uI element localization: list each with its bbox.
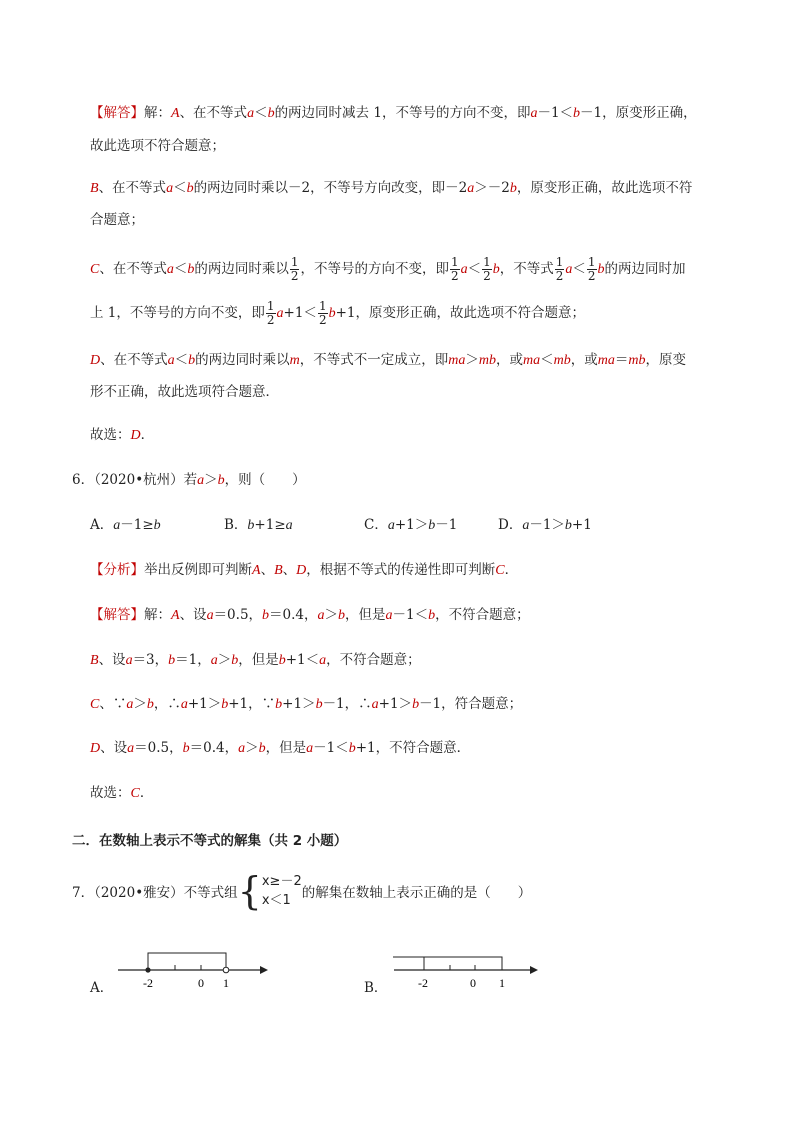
q6-solution-4: D、设a＝0.5，b＝0.4，a＞b，但是a－1＜b+1，不符合题意． xyxy=(90,740,471,756)
tick-label: 1 xyxy=(223,976,229,990)
q6-option-a[interactable]: A．a－1≥b xyxy=(90,517,161,533)
solution-tag: 【解答】 xyxy=(90,607,144,623)
q7-option-b-label[interactable]: B． xyxy=(364,980,388,996)
q7-option-a-number-line[interactable] xyxy=(112,945,272,1005)
q6-option-b[interactable]: B．b+1≥a xyxy=(224,517,293,533)
q6-option-d[interactable]: D．a－1＞b+1 xyxy=(498,517,592,533)
q6-solution-2: B、设a＝3，b＝1，a＞b，但是b+1＜a，不符合题意； xyxy=(90,652,421,668)
p5-line-5: C、在不等式a＜b的两边同时乘以 $\frac{1}{2}$ ，不等号的方向不变，即 $\frac{1}{2}$ a＜ $\frac{1}{2}$ b，不等式 $\frac{1}{2}$ a＜ $\frac{1}{2}$ b的两边同时加 xyxy=(90,255,686,283)
solution-bracket xyxy=(148,953,226,970)
open-dot xyxy=(223,967,229,973)
q6-solution-3: C、∵a＞b，∴a+1＞b+1，∵b+1＞b－1，∴a+1＞b－1，符合题意； xyxy=(90,696,523,712)
p5-line-2: 故此选项不符合题意； xyxy=(90,138,225,154)
fraction-one-half: $\frac{1}{2}$ xyxy=(483,255,491,283)
p5-line-8: 形不正确，故此选项符合题意． xyxy=(90,384,279,400)
q6-option-c[interactable]: C．a+1＞b－1 xyxy=(364,517,458,533)
q7-option-a-label[interactable]: A． xyxy=(90,980,114,996)
q6-solution-1: 【解答】解：A、设a＝0.5，b＝0.4，a＞b，但是a－1＜b，不符合题意； xyxy=(90,607,530,623)
fraction-one-half: $\frac{1}{2}$ xyxy=(318,299,327,327)
tick-label: 0 xyxy=(470,976,476,990)
tick-label: -2 xyxy=(143,976,153,990)
q7-stem: 7．（2020•雅安）不等式组{ x≥－2 x＜1 的解集在数轴上表示正确的是（ ） xyxy=(72,869,532,913)
fraction-one-half: $\frac{1}{2}$ xyxy=(290,255,299,283)
q6-answer: 故选：C． xyxy=(90,785,154,801)
tick-label: 0 xyxy=(198,976,204,990)
section-heading: 二．在数轴上表示不等式的解集（共 2 小题） xyxy=(72,833,348,849)
axis-arrow-icon xyxy=(260,966,268,974)
tick-label: -2 xyxy=(418,976,428,990)
analysis-tag: 【分析】 xyxy=(90,562,144,578)
p5-line-3: B、在不等式a＜b的两边同时乘以－2，不等号方向改变，即－2a＞－2b，原变形正确，故此选项不符 xyxy=(90,180,693,196)
solution-tag: 【解答】 xyxy=(90,105,144,121)
fraction-one-half: $\frac{1}{2}$ xyxy=(450,255,459,283)
p5-answer: 故选：D． xyxy=(90,427,155,443)
axis-arrow-icon xyxy=(530,966,538,974)
inequality-system: { x≥－2 x＜1 xyxy=(237,869,302,913)
solution-bracket xyxy=(424,957,502,970)
p5-line-7: D、在不等式a＜b的两边同时乘以m，不等式不一定成立，即ma＞mb，或ma＜mb，或ma＝mb，原变 xyxy=(90,352,686,368)
fraction-one-half: $\frac{1}{2}$ xyxy=(587,255,596,283)
q7-option-b-number-line[interactable] xyxy=(388,945,548,1005)
fraction-one-half: $\frac{1}{2}$ xyxy=(555,255,564,283)
fraction-one-half: $\frac{1}{2}$ xyxy=(266,299,275,327)
tick-label: 1 xyxy=(499,976,505,990)
q6-analysis: 【分析】举出反例即可判断A、B、D，根据不等式的传递性即可判断C． xyxy=(90,562,519,578)
closed-dot xyxy=(145,967,150,972)
p5-line-4: 合题意； xyxy=(90,212,144,228)
q6-stem: 6．（2020•杭州）若a＞b，则（ ） xyxy=(72,472,306,488)
p5-line-6: 上 1，不等号的方向不变，即 $\frac{1}{2}$ a+1＜ $\frac{1}{2}$ b+1，原变形正确，故此选项不符合题意； xyxy=(90,299,585,327)
p5-line-1: 【解答】解：A、在不等式a＜b的两边同时减去 1，不等号的方向不变，即a－1＜b－1，原变形正确， xyxy=(90,105,697,121)
